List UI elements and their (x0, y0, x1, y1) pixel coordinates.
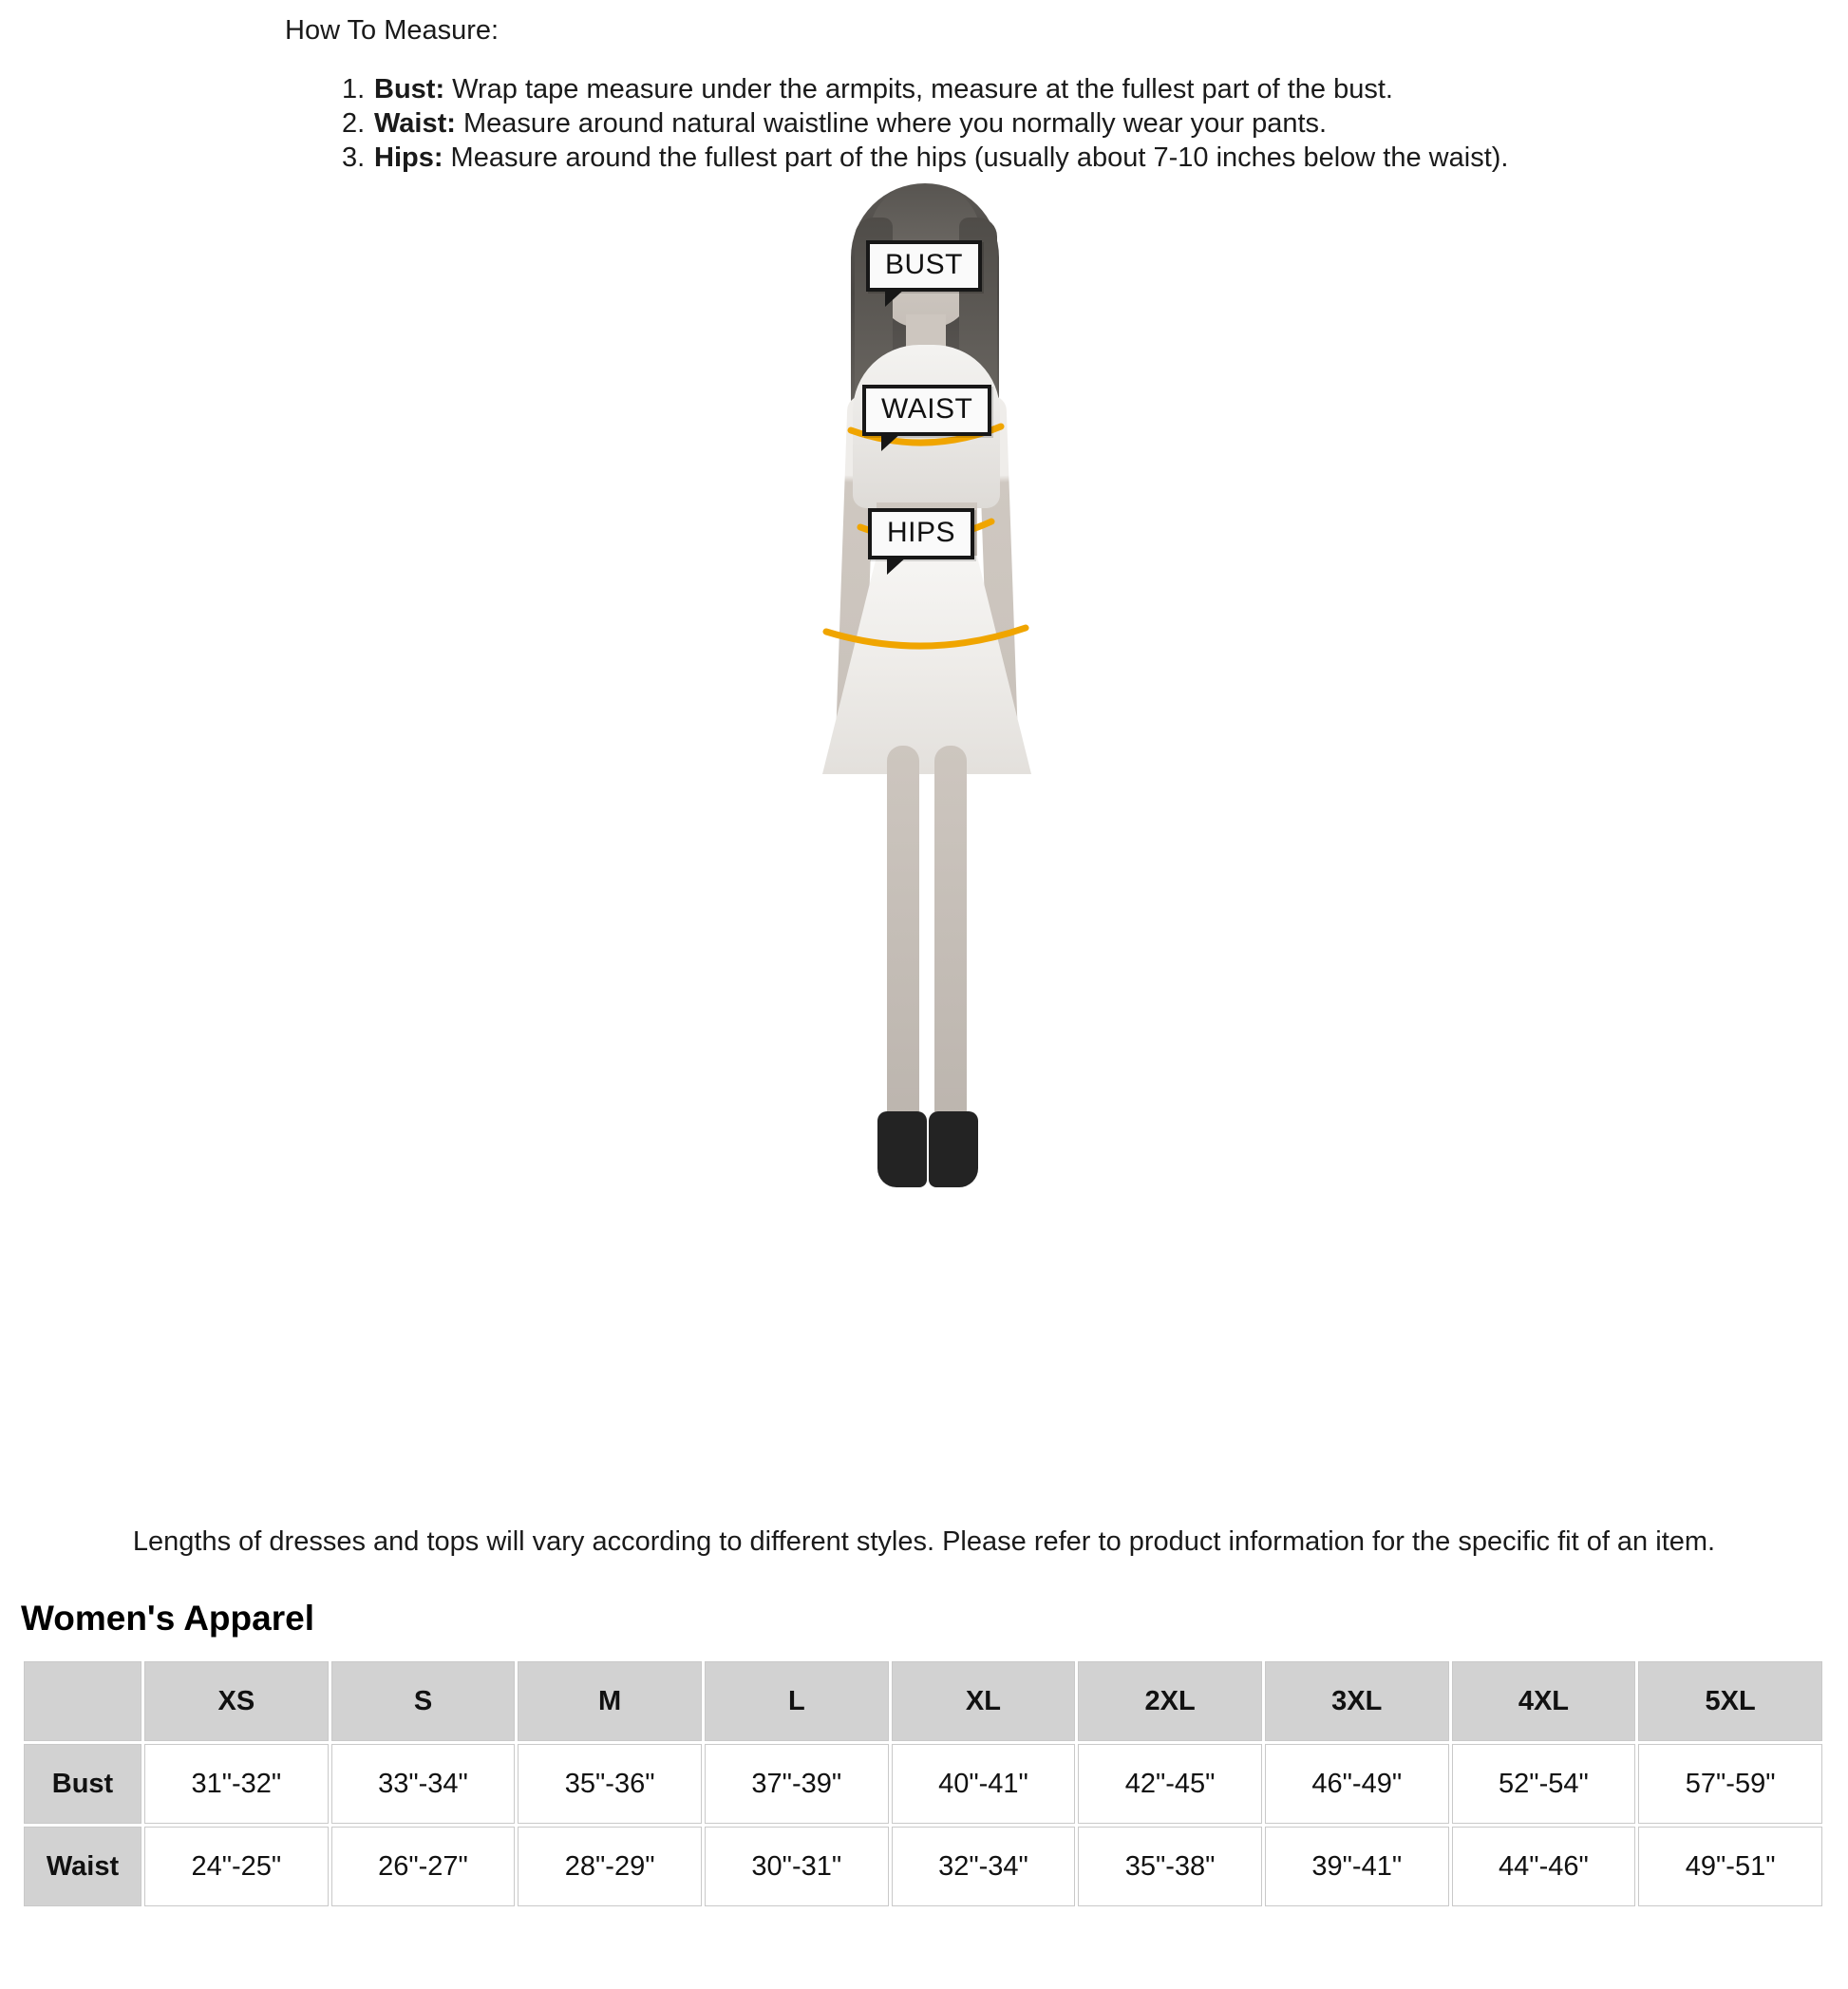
cell-bust-4xl: 52"-54" (1452, 1744, 1636, 1824)
cell-waist-xs: 24"-25" (144, 1827, 329, 1906)
measure-step-hips (342, 141, 1508, 175)
table-header-row (24, 1661, 1822, 1741)
cell-bust-2xl: 42"-45" (1078, 1744, 1262, 1824)
cell-waist-4xl: 44"-46" (1452, 1827, 1636, 1906)
measurement-diagram (0, 176, 1848, 1520)
measure-step-waist (342, 106, 1508, 141)
table-header-l: L (705, 1661, 889, 1741)
bust-callout-label: BUST (885, 249, 964, 280)
cell-bust-m: 35"-36" (518, 1744, 702, 1824)
cell-waist-m: 28"-29" (518, 1827, 702, 1906)
how-to-measure-title: How To Measure: (285, 15, 500, 46)
table-header-xs: XS (144, 1661, 329, 1741)
cell-bust-s: 33"-34" (331, 1744, 516, 1824)
step-text: Measure around the fullest part of the hips (usually about 7-10 inches below the waist). (443, 142, 1509, 173)
model-shoe-right (929, 1111, 978, 1187)
cell-waist-l: 30"-31" (705, 1827, 889, 1906)
step-number: 2. (342, 108, 366, 139)
waist-callout-label: WAIST (881, 393, 973, 425)
table-header-s: S (331, 1661, 516, 1741)
cell-bust-5xl: 57"-59" (1638, 1744, 1822, 1824)
waist-callout (862, 385, 991, 436)
step-text: Measure around natural waistline where you normally wear your pants. (455, 108, 1328, 139)
hips-callout-label: HIPS (887, 517, 956, 548)
model-illustration (748, 176, 1100, 1506)
step-number: 1. (342, 74, 366, 104)
how-to-measure-list (342, 72, 1508, 175)
page-title: Women's Apparel (21, 1599, 314, 1638)
cell-waist-5xl: 49"-51" (1638, 1827, 1822, 1906)
step-key: Hips: (374, 142, 443, 173)
table-header-4xl: 4XL (1452, 1661, 1636, 1741)
cell-waist-xl: 32"-34" (892, 1827, 1076, 1906)
model-leg-right (934, 746, 967, 1126)
length-disclaimer: Lengths of dresses and tops will vary according to different styles. Please refer to product information for the specific fit of an item. (132, 1526, 1716, 1557)
table-header-2xl: 2XL (1078, 1661, 1262, 1741)
step-text: Wrap tape measure under the armpits, measure at the fullest part of the bust. (444, 74, 1393, 104)
step-key: Waist: (374, 108, 456, 139)
table-row (24, 1744, 1822, 1824)
cell-waist-2xl: 35"-38" (1078, 1827, 1262, 1906)
bust-callout (866, 240, 982, 292)
table-corner-cell (24, 1661, 141, 1741)
hips-callout (868, 508, 974, 559)
table-header-3xl: 3XL (1265, 1661, 1449, 1741)
cell-waist-s: 26"-27" (331, 1827, 516, 1906)
measure-step-bust (342, 72, 1508, 106)
cell-bust-xl: 40"-41" (892, 1744, 1076, 1824)
cell-bust-xs: 31"-32" (144, 1744, 329, 1824)
step-key: Bust: (374, 74, 445, 104)
cell-bust-3xl: 46"-49" (1265, 1744, 1449, 1824)
table-header-xl: XL (892, 1661, 1076, 1741)
model-shoe-left (877, 1111, 927, 1187)
size-chart-table (21, 1658, 1825, 1909)
table-row (24, 1827, 1822, 1906)
table-header-m: M (518, 1661, 702, 1741)
cell-waist-3xl: 39"-41" (1265, 1827, 1449, 1906)
step-number: 3. (342, 142, 366, 173)
row-label-bust: Bust (24, 1744, 141, 1824)
cell-bust-l: 37"-39" (705, 1744, 889, 1824)
model-leg-left (887, 746, 919, 1126)
row-label-waist: Waist (24, 1827, 141, 1906)
table-header-5xl: 5XL (1638, 1661, 1822, 1741)
